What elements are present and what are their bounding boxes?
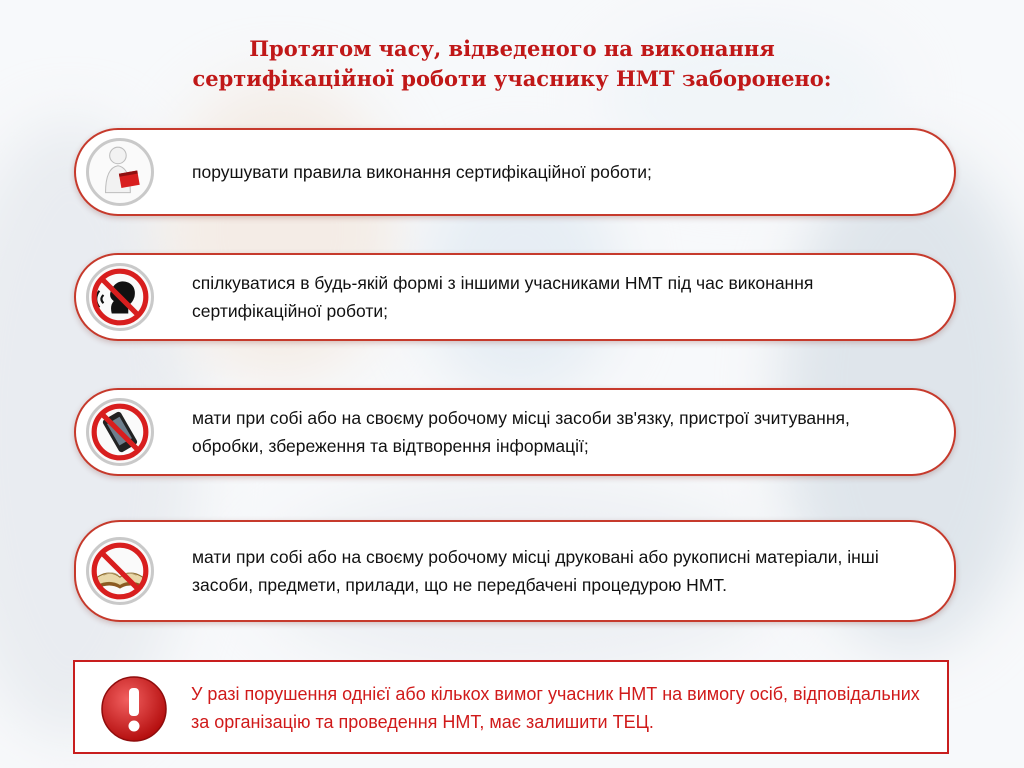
exclamation-icon <box>99 674 169 744</box>
title-line-1: Протягом часу, відведеного на виконання <box>249 36 775 61</box>
no-phone-icon <box>86 398 154 466</box>
warning-text: У разі порушення однієї або кількох вимог учасник НМТ на вимогу осіб, відповідальних за організацію та проведення НМТ, має залишити ТЕЦ. <box>191 684 920 732</box>
warning-box <box>73 660 949 754</box>
no-talking-icon <box>86 263 154 331</box>
page-title <box>0 34 1024 94</box>
person-with-red-book-icon <box>86 138 154 206</box>
rule-text-3: мати при собі або на своєму робочому місці засоби зв'язку, пристрої зчитування, обробки, збереження та відтворення інформації; <box>192 408 850 456</box>
rule-text-1: порушувати правила виконання сертифікаційної роботи; <box>192 162 652 182</box>
rule-item-2 <box>74 253 956 341</box>
no-book-icon <box>86 537 154 605</box>
rule-item-3 <box>74 388 956 476</box>
rule-item-4 <box>74 520 956 622</box>
rule-text-4: мати при собі або на своєму робочому місці друковані або рукописні матеріали, інші засоби, предмети, прилади, що не передбачені процедурою НМТ. <box>192 547 879 595</box>
title-line-2: сертифікаційної роботи учаснику НМТ заборонено: <box>192 66 832 91</box>
rule-text-2: спілкуватися в будь-якій формі з іншими учасниками НМТ під час виконання сертифікаційної роботи; <box>192 273 814 321</box>
rule-item-1 <box>74 128 956 216</box>
